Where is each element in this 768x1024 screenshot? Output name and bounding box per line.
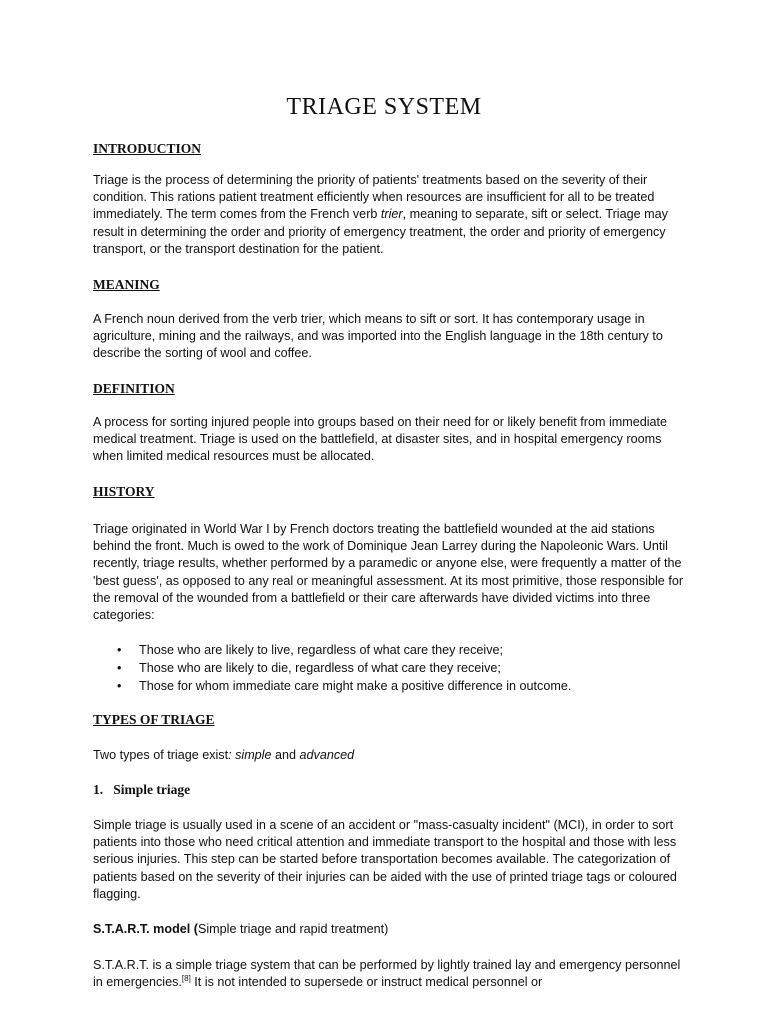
types-intro-line: Two types of triage exist: simple and advanced bbox=[93, 748, 355, 762]
bullet-icon: • bbox=[117, 660, 122, 675]
types-of-triage-heading: TYPES OF TRIAGE bbox=[93, 712, 215, 727]
history-paragraph bbox=[93, 521, 683, 624]
meaning-text: A French noun derived from the verb trier, which means to sift or sort. It has contemporary usage in agriculture, mining and the railways, and was imported into the English language in the 18th century to describe the sorting of wool and coffee. bbox=[93, 312, 663, 361]
start-model-label-bold: S.T.A.R.T. model ( bbox=[93, 922, 198, 936]
simple-term: simple bbox=[235, 748, 272, 762]
bullet-icon: • bbox=[117, 678, 122, 693]
document-title: TRIAGE SYSTEM bbox=[286, 94, 482, 120]
introduction-heading: INTRODUCTION bbox=[93, 141, 202, 156]
introduction-text-end: , meaning to separate, sift or select. Triage may result in determining the order and priority of emergency treatment, the order and priority of emergency transport, or the transport destination for the patient. bbox=[93, 207, 668, 256]
history-heading: HISTORY bbox=[93, 484, 155, 499]
meaning-paragraph bbox=[93, 311, 683, 363]
simple-triage-text: Simple triage is usually used in a scene of an accident or "mass-casualty incident" (MCI), in order to sort patients into those who need critical attention and immediate transport to the hospital and those with less serious injuries. This step can be started before transportation becomes available. The categorization of patients based on the severity of their injuries can be aided with the use of printed triage tags or coloured flagging. bbox=[93, 818, 677, 901]
simple-triage-heading: 1. Simple triage bbox=[93, 782, 191, 797]
definition-paragraph bbox=[93, 414, 683, 466]
list-item: • Those who are likely to live, regardless of what care they receive; bbox=[93, 642, 683, 660]
start-model-text-start: S.T.A.R.T. is a simple triage system that can be performed by lightly trained lay and emergency personnel in emergencies. bbox=[93, 958, 681, 990]
reference-link[interactable]: [8] bbox=[181, 974, 191, 984]
introduction-paragraph bbox=[93, 172, 683, 258]
list-item: • Those for whom immediate care might make a positive difference in outcome. bbox=[93, 678, 683, 696]
simple-triage-paragraph bbox=[93, 817, 683, 903]
start-model-label-rest: Simple triage and rapid treatment) bbox=[197, 922, 389, 936]
history-bullet-list bbox=[93, 642, 683, 695]
start-model-text-end: It is not intended to supersede or instruct medical personnel or bbox=[190, 975, 543, 990]
introduction-text-start: Triage is the process of determining the priority of patients' treatments based on the severity of their condition. This rations patient treatment efficiently when resources are insufficient for all to be treated immediately. The term comes from the French verb bbox=[93, 173, 655, 222]
meaning-heading: MEANING bbox=[93, 277, 160, 292]
definition-heading: DEFINITION bbox=[93, 381, 175, 396]
start-model-label bbox=[93, 921, 683, 938]
advanced-term: advanced bbox=[299, 748, 355, 762]
list-item: • Those who are likely to die, regardless of what care they receive; bbox=[93, 660, 683, 678]
types-intro-text: Two types of triage exist bbox=[93, 748, 229, 762]
definition-text: A process for sorting injured people into groups based on their need for or likely benefit from immediate medical treatment. Triage is used on the battlefield, at disaster sites, and in hospital emergency rooms when limited medical resources must be allocated. bbox=[93, 415, 668, 464]
introduction-italic-term: trier bbox=[380, 207, 403, 222]
start-model-paragraph bbox=[93, 957, 683, 991]
bullet-icon: • bbox=[117, 643, 122, 657]
history-text: Triage originated in World War I by French doctors treating the battlefield wounded at the aid stations behind the front. Much is owed to the work of Dominique Jean Larrey during the Napoleonic Wars. Until recently, triage results, whether performed by a paramedic or anyone else, were frequently a matter of the 'best guess', as opposed to any real or meaningful assessment. At its most primitive, those responsible for the removal of the wounded from a battlefield or their care afterwards have divided victims into three categories: bbox=[93, 522, 684, 623]
